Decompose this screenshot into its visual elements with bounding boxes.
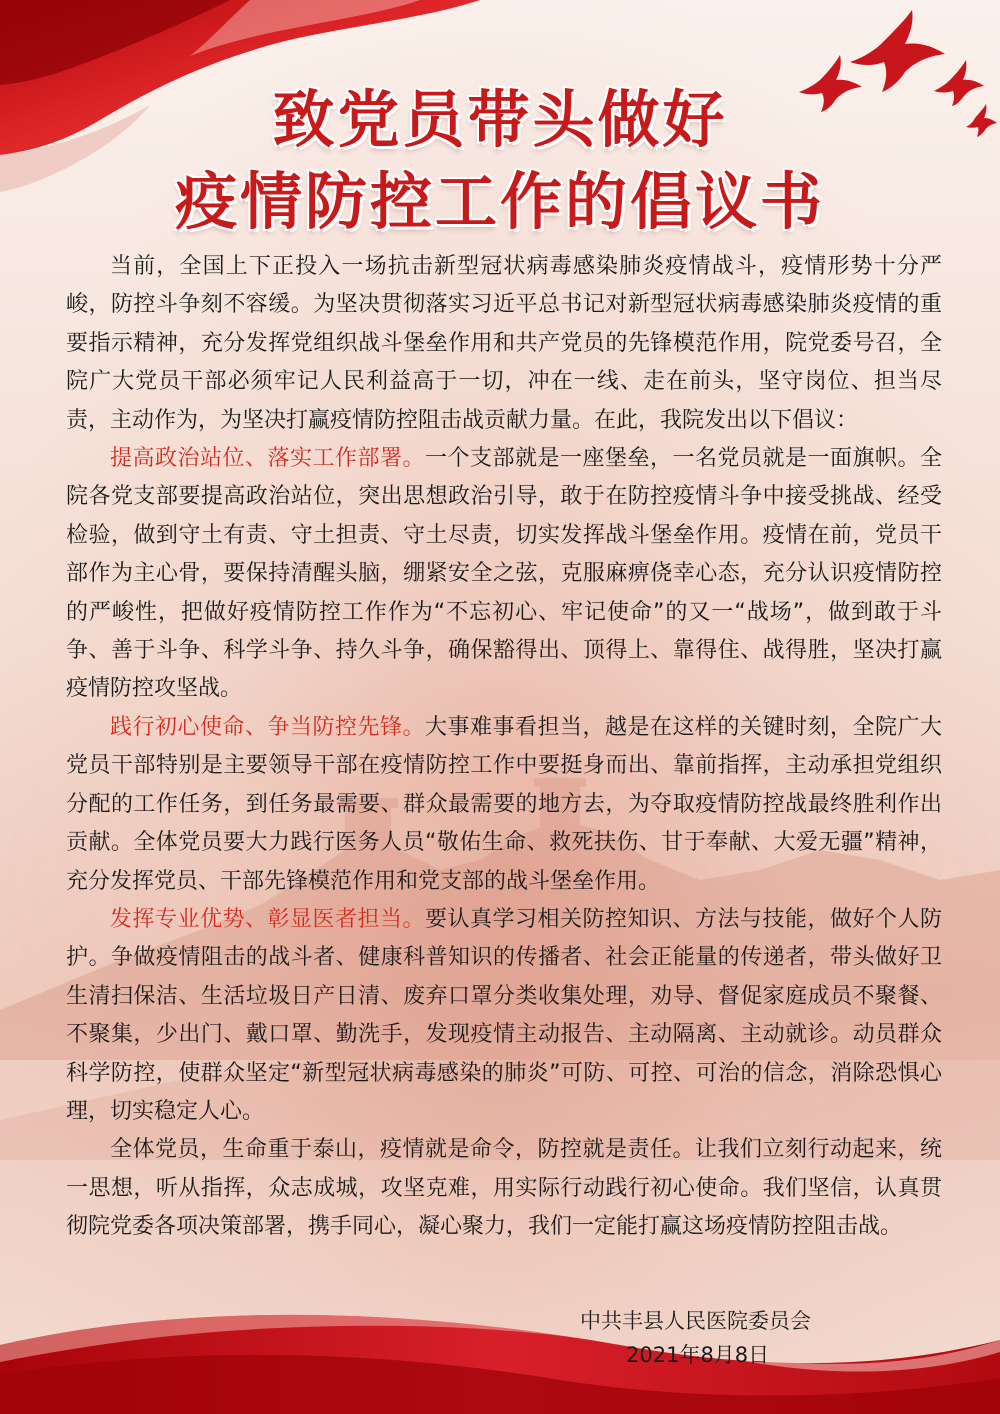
signature-date: 2021年8月8日 <box>626 1343 770 1367</box>
section-heading: 提高政治站位、落实工作部署。 <box>110 446 425 472</box>
intro-paragraph <box>66 248 942 440</box>
paragraph-text: 要认真学习相关防控知识、方法与技能，做好个人防护。争做疫情阻击的战斗者、健康科普知识的传播者、社会正能量的传递者，带头做好卫生清扫保洁、生活垃圾日产日清、废弃口罩分类收集处理，劝导、督促家庭成员不聚餐、不聚集，少出门、戴口罩、勤洗手，发现疫情主动报告、主动隔离、主动就诊。动员群众科学防控，使群众坚定“新型冠状病毒感染的肺炎”可防、可控、可治的信念，消除恐惧心理，切实稳定人心。 <box>66 906 942 1124</box>
proposal-paragraph-2 <box>66 709 942 901</box>
proposal-paragraph-1 <box>66 440 942 709</box>
closing-paragraph <box>66 1131 942 1246</box>
paragraph-text: 当前，全国上下正投入一场抗击新型冠状病毒感染肺炎疫情战斗，疫情形势十分严峻，防控斗争刻不容缓。为坚决贯彻落实习近平总书记对新型冠状病毒感染肺炎疫情的重要指示精神，充分发挥党组织战斗堡垒作用和共产党员的先锋模范作用，院党委号召，全院广大党员干部必须牢记人民利益高于一切，冲在一线、走在前头，坚守岗位、担当尽责，主动作为，为坚决打赢疫情防控阻击战贡献力量。在此，我院发出以下倡议： <box>66 254 942 433</box>
paragraph-text: 全体党员，生命重于泰山，疫情就是命令，防控就是责任。让我们立刻行动起来，统一思想，听从指挥，众志成城，攻坚克难，用实际行动践行初心使命。我们坚信，认真贯彻院党委各项决策部署，携手同心，凝心聚力，我们一定能打赢这场疫情防控阻击战。 <box>66 1137 942 1240</box>
signature-organization: 中共丰县人民医院委员会 <box>580 1309 811 1333</box>
signature-block <box>560 1304 890 1372</box>
title-line-1: 致党员带头做好 <box>272 83 728 156</box>
proposal-body <box>66 248 942 1247</box>
paragraph-text: 大事难事看担当，越是在这样的关键时刻，全院广大党员干部特别是主要领导干部在疫情防控工作中要挺身而出、靠前指挥，主动承担党组织分配的工作任务，到任务最需要、群众最需要的地方去，为夺取疫情防控战最终胜利作出贡献。全体党员要大力践行医务人员“敬佑生命、救死扶伤、甘于奉献、大爱无疆”精神，充分发挥党员、干部先锋模范作用和党支部的战斗堡垒作用。 <box>66 714 942 894</box>
paragraph-text: 一个支部就是一座堡垒，一名党员就是一面旗帜。全院各党支部要提高政治站位，突出思想政治引导，敢于在防控疫情斗争中接受挑战、经受检验，做到守土有责、守土担责、守土尽责，切实发挥战斗堡垒作用。疫情在前，党员干部作为主心骨，要保持清醒头脑，绷紧安全之弦，克服麻痹侥幸心态，充分认识疫情防控的严峻性，把做好疫情防控工作作为“不忘初心、牢记使命”的又一“战场”，做到敢于斗争、善于斗争、科学斗争、持久斗争，确保豁得出、顶得上、靠得住、战得胜，坚决打赢疫情防控攻坚战。 <box>66 446 942 702</box>
section-heading: 践行初心使命、争当防控先锋。 <box>110 714 425 740</box>
title-line-2: 疫情防控工作的倡议书 <box>174 165 825 238</box>
proposal-paragraph-3 <box>66 901 942 1131</box>
section-heading: 发挥专业优势、彰显医者担当。 <box>110 906 425 932</box>
